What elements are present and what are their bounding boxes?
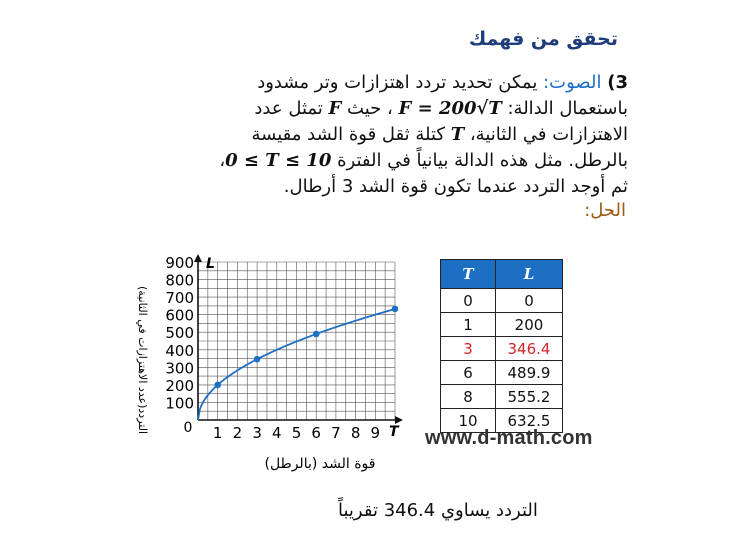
cell-l: 200 [496, 313, 563, 337]
var-F: F [328, 98, 342, 119]
data-point [254, 356, 261, 363]
cell-t: 3 [441, 337, 496, 361]
cell-t: 10 [441, 409, 496, 433]
watermark: www.d-math.com [425, 427, 593, 449]
cell-t: 6 [441, 361, 496, 385]
cell-l: 0 [496, 289, 563, 313]
question-line-3 [252, 122, 628, 148]
interval: 0 ≤ T ≤ 10 [225, 150, 332, 171]
y-tick-label: 600 [165, 306, 194, 325]
x-axis-arrow [395, 416, 403, 424]
x-tick-label: 4 [272, 424, 282, 442]
section-heading: تحقق من فهمك [468, 28, 618, 50]
y-tick-label: 800 [165, 271, 194, 290]
frequency-chart [125, 250, 425, 490]
question-text-3a: الاهتزازات في الثانية، [469, 124, 628, 145]
x-tick-label: 7 [331, 424, 341, 442]
data-point [214, 382, 221, 389]
header-T: T [441, 260, 496, 289]
cell-l: 346.4 [496, 337, 563, 361]
x-tick-label: 5 [291, 424, 302, 442]
y-axis-letter: L [206, 256, 215, 272]
table-row-highlighted [441, 337, 563, 361]
x-tick-label: 2 [232, 424, 243, 442]
origin-label: 0 [183, 420, 193, 436]
answer-text: التردد يساوي 346.4 تقريباً [338, 500, 538, 521]
chart-axes [194, 254, 403, 440]
x-tick-label: 8 [350, 424, 361, 442]
y-axis-label: التردد(عدد الاهتزازات في الثانية) [136, 286, 149, 434]
y-tick-label: 400 [165, 341, 194, 360]
question-line-2 [254, 96, 628, 122]
x-tick-label: 1 [212, 424, 223, 442]
x-axis-label: قوة الشد (بالرطل) [264, 456, 376, 472]
y-tick-label: 700 [165, 289, 194, 308]
cell-l: 555.2 [496, 385, 563, 409]
y-tick-label: 200 [165, 376, 194, 395]
cell-t: 8 [441, 385, 496, 409]
x-axis-letter: T [389, 424, 399, 440]
data-point [392, 306, 399, 313]
table-row [441, 361, 563, 385]
cell-l: 489.9 [496, 361, 563, 385]
question-text-2b: ، حيث [347, 98, 393, 119]
question-text-4a: بالرطل. مثل هذه الدالة بيانياً في الفترة [337, 150, 628, 171]
question-text-2a: باستعمال الدالة: [507, 98, 628, 119]
solution-label: الحل: [584, 200, 626, 221]
question-line-5: ثم أوجد التردد عندما تكون قوة الشد 3 أرطال. [283, 176, 628, 197]
table-row [441, 385, 563, 409]
y-tick-label: 300 [165, 359, 194, 378]
question-text-2c: تمثل عدد [254, 98, 323, 119]
values-table [440, 259, 563, 433]
x-tick-label: 6 [311, 424, 321, 442]
table-row [441, 289, 563, 313]
var-T: T [450, 124, 465, 145]
question-text-3b: كتلة ثقل قوة الشد مقيسة [251, 124, 445, 145]
question-line-4 [219, 148, 628, 174]
question-line-1 [257, 70, 628, 96]
x-tick-label: 9 [370, 424, 381, 442]
table-row [441, 313, 563, 337]
formula: F = 200√T [398, 98, 502, 119]
question-number: 3) [607, 72, 628, 93]
question-text-4b: ، [219, 150, 226, 171]
y-tick-label: 100 [165, 394, 194, 413]
question-text-1: يمكن تحديد تردد اهتزازات وتر مشدود [257, 72, 538, 93]
y-tick-label: 900 [165, 254, 194, 272]
header-L: L [496, 260, 563, 289]
data-point [313, 331, 320, 338]
y-tick-label: 500 [165, 324, 194, 343]
x-tick-label: 3 [252, 424, 262, 442]
cell-t: 1 [441, 313, 496, 337]
cell-t: 0 [441, 289, 496, 313]
cell-l: 632.5 [496, 409, 563, 433]
question-topic: الصوت: [543, 72, 602, 93]
y-axis-arrow [194, 254, 202, 262]
